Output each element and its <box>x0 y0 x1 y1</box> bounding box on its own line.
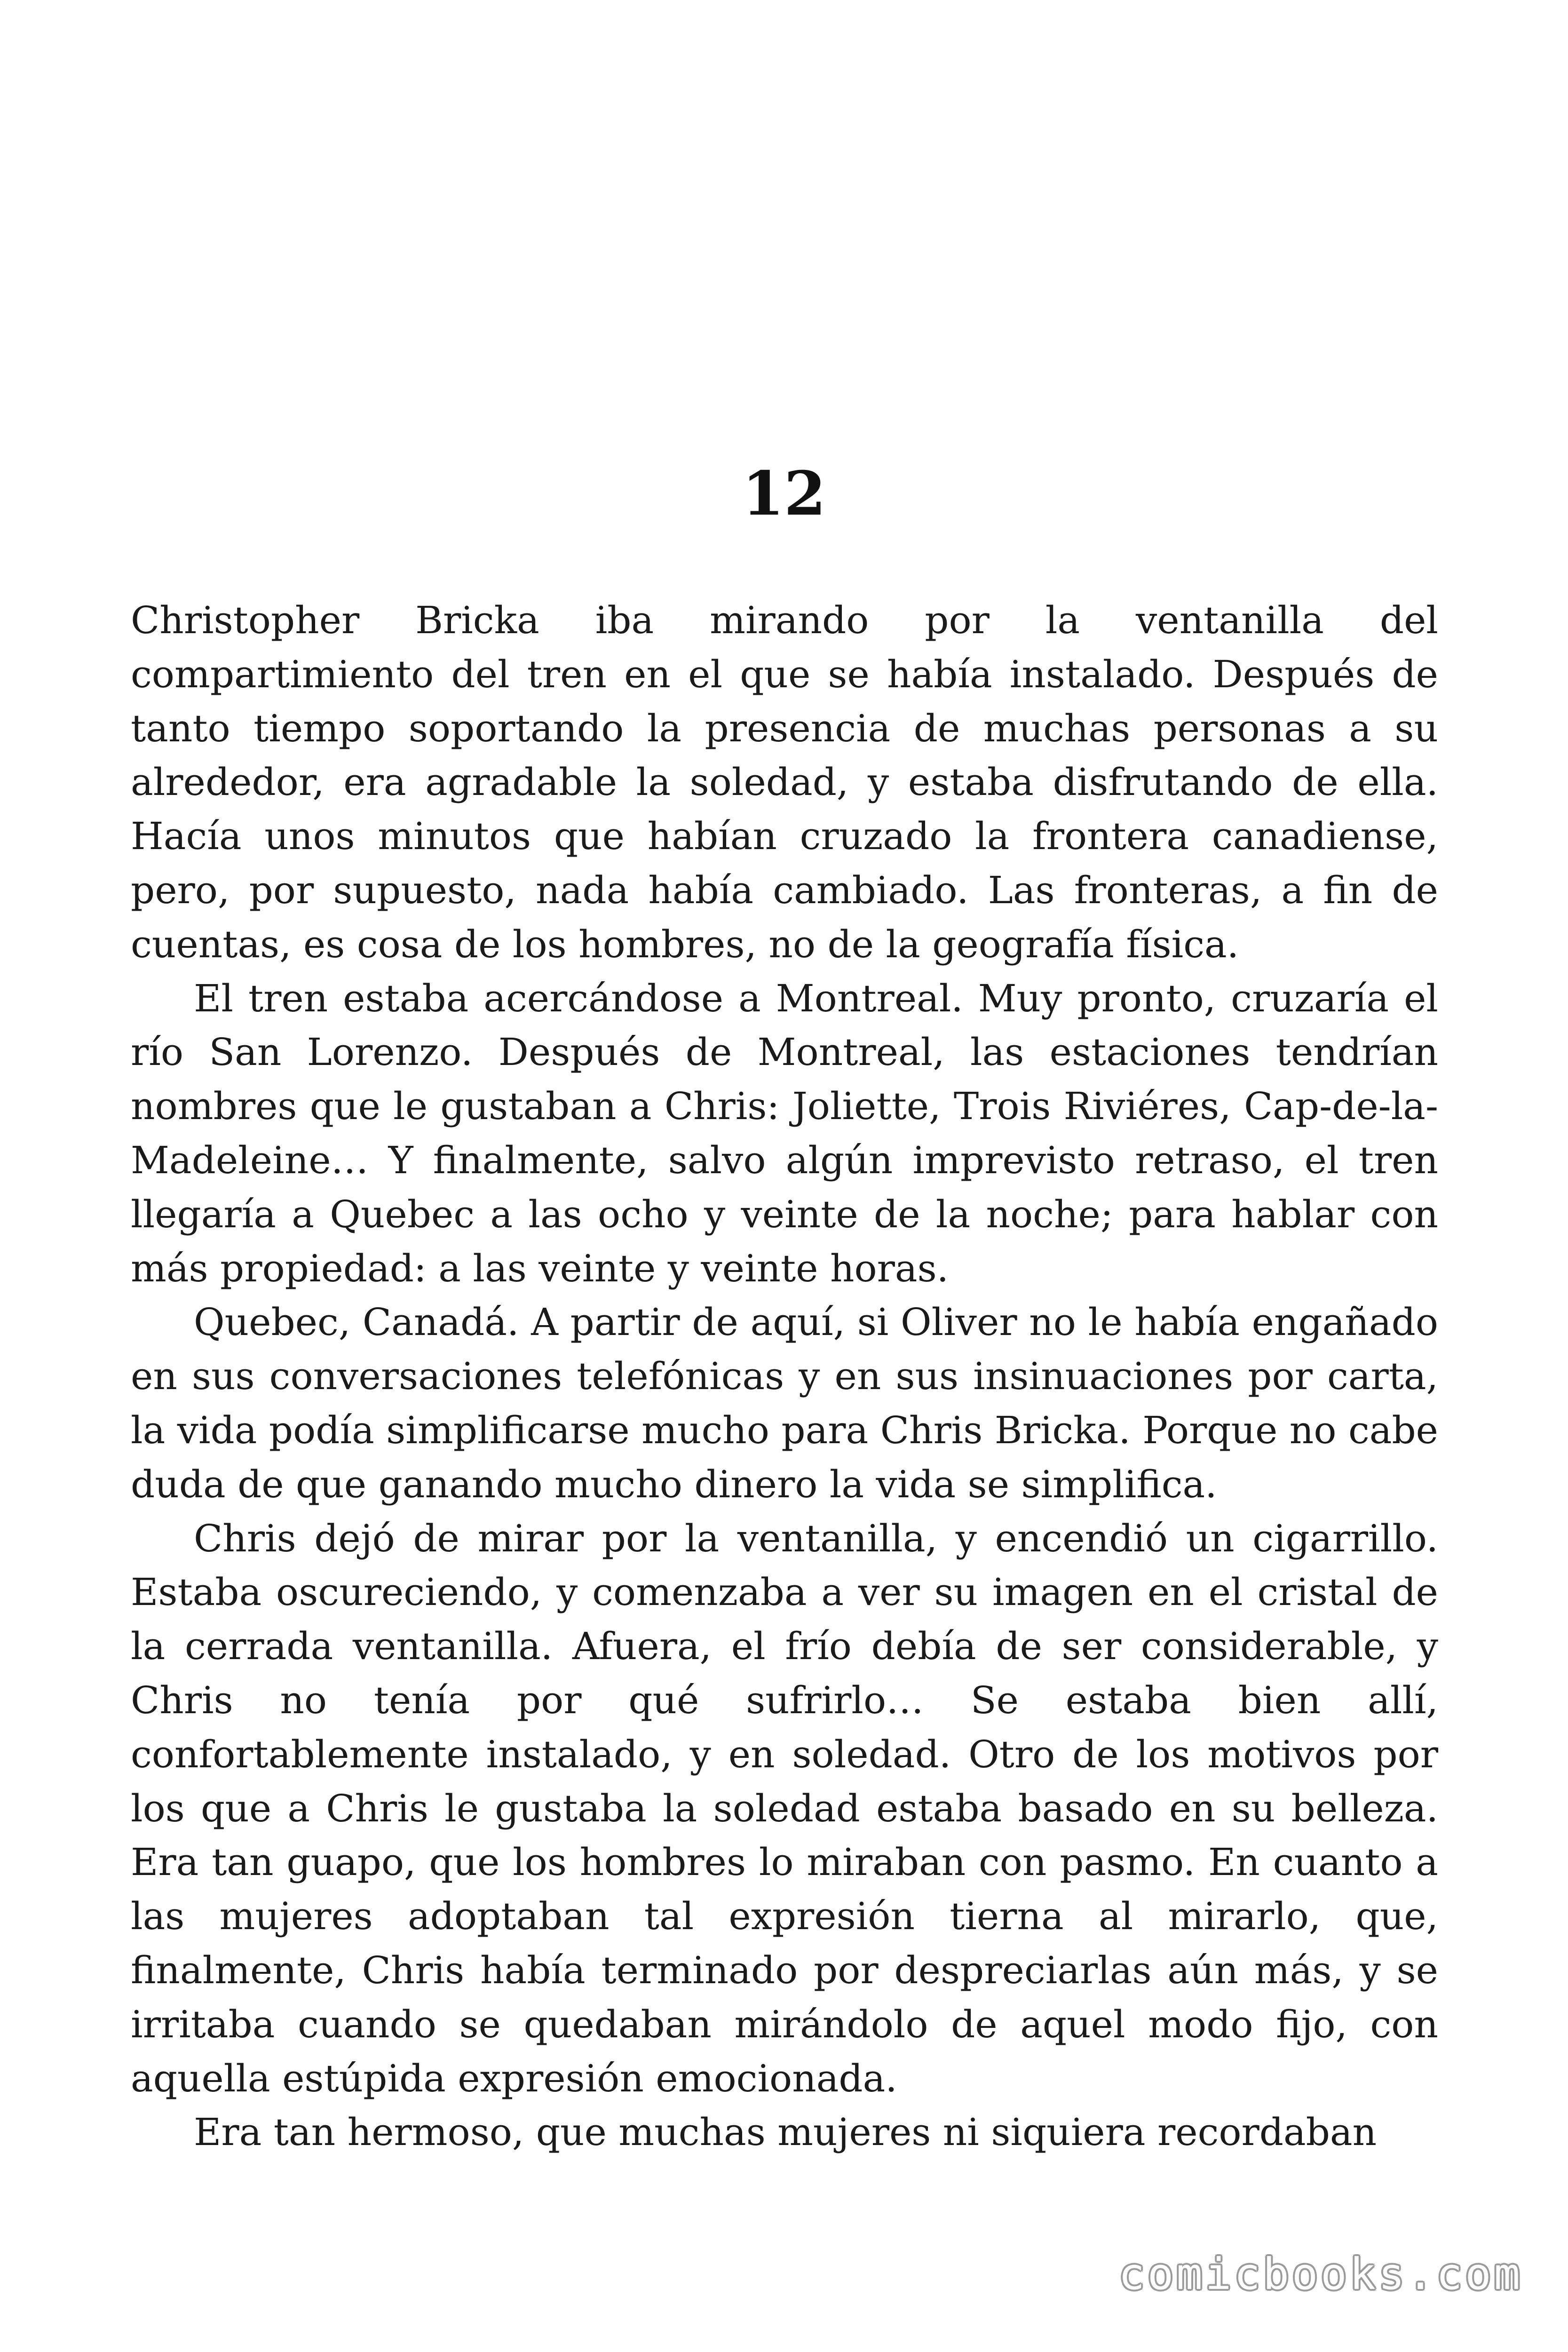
paragraph-5: Era tan hermoso, que muchas mujeres ni siquiera recordaban <box>194 2110 1377 2154</box>
chapter-text <box>131 594 1438 2160</box>
paragraph-3: Quebec, Canadá. A partir de aquí, si Oliver no le había engañado en sus conversaciones telefónicas y en sus insinuaciones por carta, la vida podía simplificarse mucho para Chris Bricka. Porque no cabe duda de que ganando mucho dinero la vida se simplifica. <box>131 1300 1438 1506</box>
chapter-number: 12 <box>742 459 826 529</box>
watermark-logo: comicbooks.com <box>1118 2249 1523 2299</box>
paragraph-2: El tren estaba acercándose a Montreal. Muy pronto, cruzaría el río San Lorenzo. Después de Montreal, las estaciones tendrían nombres que le gustaban a Chris: Joliette, Trois Riviéres, Cap-de-la-Madeleine… Y finalmente, salvo algún imprevisto retraso, el tren llegaría a Quebec a las ocho y veinte de la noche; para hablar con más propiedad: a las veinte y veinte horas. <box>131 976 1438 1290</box>
paragraph-4: Chris dejó de mirar por la ventanilla, y encendió un cigarrillo. Estaba oscureciendo, y comenzaba a ver su imagen en el cristal de la cerrada ventanilla. Afuera, el frío debía de ser considerable, y Chris no tenía por qué sufrirlo… Se estaba bien allí, confortablemente instalado, y en soledad. Otro de los motivos por los que a Chris le gustaba la soledad estaba basado en su belleza. Era tan guapo, que los hombres lo miraban con pasmo. En cuanto a las mujeres adoptaban tal expresión tierna al mirarlo, que, finalmente, Chris había terminado por despreciarlas aún más, y se irritaba cuando se quedaban mirándolo de aquel modo fijo, con aquella estúpida expresión emocionada. <box>131 1516 1438 2100</box>
paragraph-1: Christopher Bricka iba mirando por la ventanilla del compartimiento del tren en el que se había instalado. Después de tanto tiempo soportando la presencia de muchas personas a su alrededor, era agradable la soledad, y estaba disfrutando de ella. Hacía unos minutos que habían cruzado la frontera canadiense, pero, por supuesto, nada había cambiado. Las fronteras, a fin de cuentas, es cosa de los hombres, no de la geografía física. <box>131 598 1438 966</box>
